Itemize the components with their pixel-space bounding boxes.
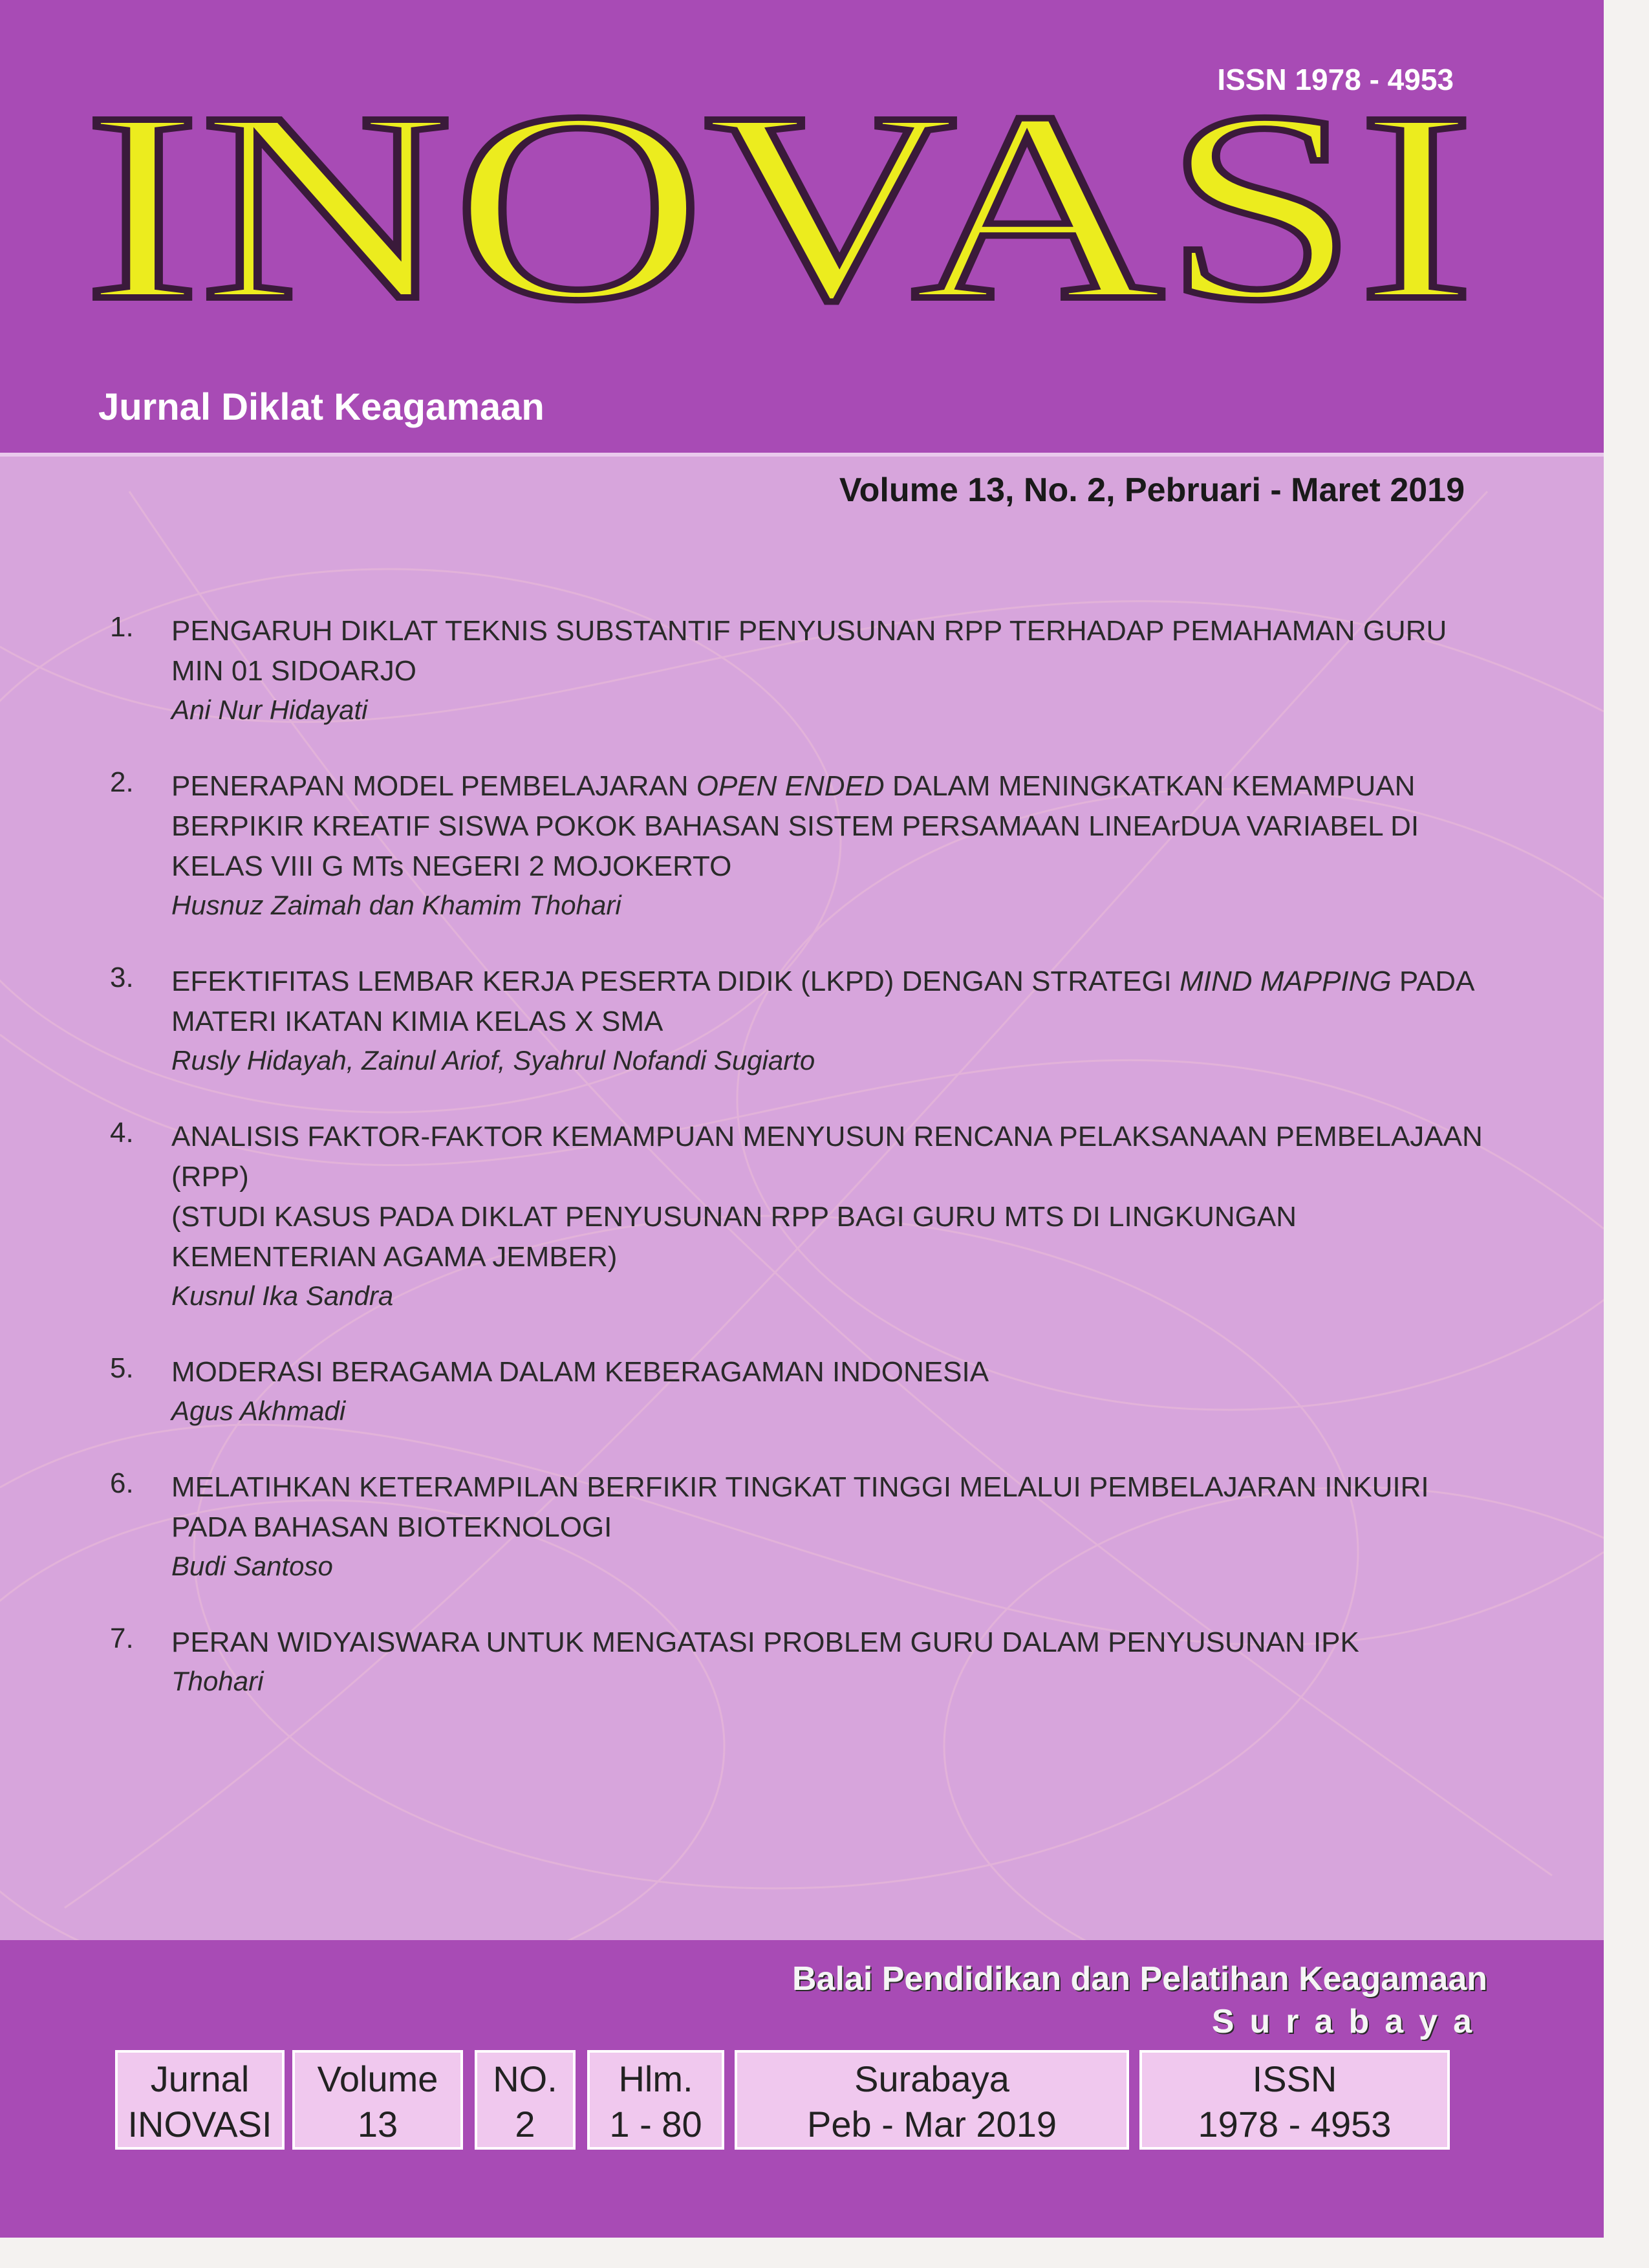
toc-title-part: PENERAPAN MODEL PEMBELAJARAN xyxy=(171,770,696,802)
toc-author: Husnuz Zaimah dan Khamim Thohari xyxy=(171,890,621,920)
toc-title: ANALISIS FAKTOR-FAKTOR KEMAMPUAN MENYUSUN RENCANA PELAKSANAAN PEMBELAJAAN (RPP) xyxy=(171,1121,1483,1193)
toc-number: 6. xyxy=(110,1467,134,1499)
journal-title xyxy=(84,84,1474,330)
toc-author: Ani Nur Hidayati xyxy=(171,695,368,725)
info-box-label: Jurnal xyxy=(150,2058,250,2099)
toc-item xyxy=(110,1467,1494,1585)
info-box-volume xyxy=(292,2050,463,2150)
volume-issue-line: Volume 13, No. 2, Pebruari - Maret 2019 xyxy=(839,471,1465,509)
table-of-contents xyxy=(110,611,1494,1738)
toc-author: Thohari xyxy=(171,1666,264,1696)
toc-title xyxy=(171,766,1494,887)
info-box-value: 13 xyxy=(357,2104,398,2144)
info-box-label: Surabaya xyxy=(854,2058,1009,2099)
toc-item xyxy=(110,611,1494,729)
info-box-journal xyxy=(115,2050,285,2150)
toc-number: 5. xyxy=(110,1352,134,1384)
info-box-date xyxy=(735,2050,1129,2150)
toc-title: MODERASI BERAGAMA DALAM KEBERAGAMAN INDONESIA xyxy=(171,1356,989,1388)
toc-title-part: DALAM MENINGKATKAN KEMAMPUAN BERPIKIR KREATIF SISWA POKOK BAHASAN SISTEM PERSAMAAN LINEArDUA VARIABEL DI KELAS VIII G MTs NEGERI 2 MOJOKERTO xyxy=(171,770,1419,882)
toc-title: PERAN WIDYAISWARA UNTUK MENGATASI PROBLEM GURU DALAM PENYUSUNAN IPK xyxy=(171,1626,1359,1658)
toc-item xyxy=(110,962,1494,1079)
toc-number: 1. xyxy=(110,611,134,643)
publisher-name: Balai Pendidikan dan Pelatihan Keagamaan xyxy=(792,1960,1487,1998)
toc-author: Rusly Hidayah, Zainul Ariof, Syahrul Nofandi Sugiarto xyxy=(171,1045,815,1075)
info-box-label: ISSN xyxy=(1252,2058,1337,2099)
info-box-label: Volume xyxy=(317,2058,438,2099)
toc-number: 4. xyxy=(110,1117,134,1149)
info-box-label: Hlm. xyxy=(618,2058,693,2099)
toc-author: Kusnul Ika Sandra xyxy=(171,1280,394,1311)
toc-title-part: EFEKTIFITAS LEMBAR KERJA PESERTA DIDIK (LKPD) DENGAN STRATEGI xyxy=(171,966,1180,997)
info-box-number xyxy=(475,2050,576,2150)
toc-title: MELATIHKAN KETERAMPILAN BERFIKIR TINGKAT TINGGI MELALUI PEMBELAJARAN INKUIRI PADA BAHASAN BIOTEKNOLOGI xyxy=(171,1471,1429,1543)
svg-text:INOVASI: INOVASI xyxy=(84,84,1474,330)
info-box-value: 2 xyxy=(515,2104,535,2144)
info-box-pages xyxy=(587,2050,724,2150)
toc-title xyxy=(171,962,1494,1042)
toc-item xyxy=(110,766,1494,924)
toc-author: Agus Akhmadi xyxy=(171,1396,346,1426)
toc-title-continued: (STUDI KASUS PADA DIKLAT PENYUSUNAN RPP BAGI GURU MTS DI LINGKUNGAN KEMENTERIAN AGAMA JEMBER) xyxy=(171,1201,1297,1273)
info-box-issn xyxy=(1139,2050,1450,2150)
toc-title: PENGARUH DIKLAT TEKNIS SUBSTANTIF PENYUSUNAN RPP TERHADAP PEMAHAMAN GURU MIN 01 SIDOARJO xyxy=(171,615,1447,687)
toc-title-italic: OPEN ENDED xyxy=(696,770,885,802)
journal-subtitle: Jurnal Diklat Keagamaan xyxy=(98,386,544,428)
toc-item xyxy=(110,1623,1494,1700)
toc-item xyxy=(110,1117,1494,1315)
toc-item xyxy=(110,1352,1494,1430)
toc-title-part: PADA MATERI IKATAN KIMIA KELAS X SMA xyxy=(171,966,1473,1037)
header-divider xyxy=(0,453,1604,457)
info-box-value: Peb - Mar 2019 xyxy=(807,2104,1057,2144)
publisher-city: Surabaya xyxy=(1211,2003,1487,2040)
info-box-value: INOVASI xyxy=(127,2104,272,2144)
issn-top: ISSN 1978 - 4953 xyxy=(1217,63,1454,96)
toc-number: 3. xyxy=(110,962,134,993)
toc-title-italic: MIND MAPPING xyxy=(1180,966,1392,997)
toc-author: Budi Santoso xyxy=(171,1551,333,1581)
toc-number: 7. xyxy=(110,1623,134,1654)
toc-number: 2. xyxy=(110,766,134,798)
info-box-label: NO. xyxy=(493,2058,557,2099)
info-box-value: 1 - 80 xyxy=(609,2104,702,2144)
info-box-value: 1978 - 4953 xyxy=(1198,2104,1392,2144)
